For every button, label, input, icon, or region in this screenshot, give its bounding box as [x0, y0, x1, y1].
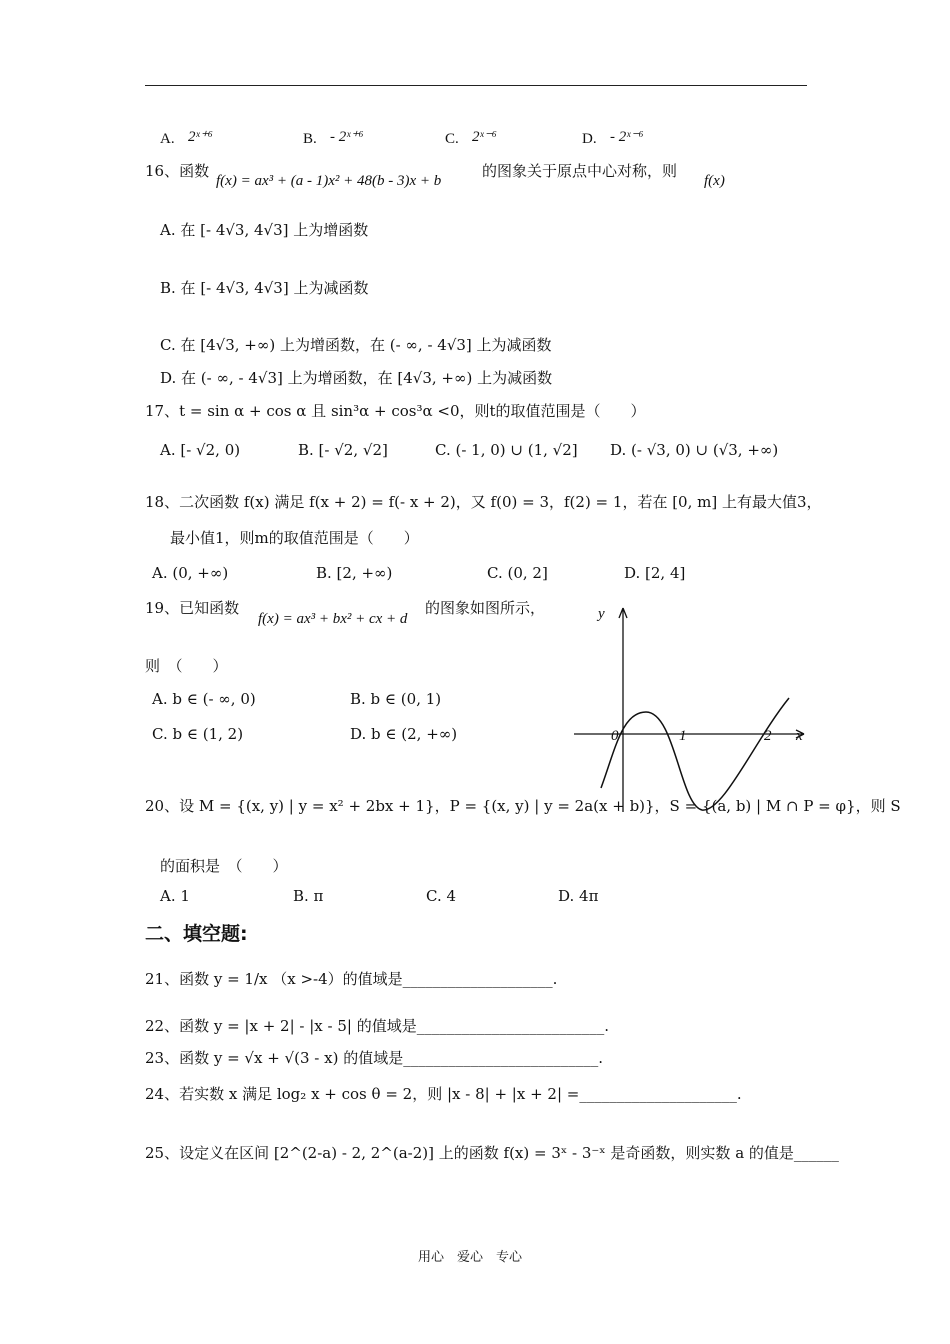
q21: 21、函数 y = 1/x （x >-4）的值域是____________________. [145, 970, 558, 988]
q17-stem: 17、t = sin α + cos α 且 sin³α + cos³α <0，则t的取值范围是（ ） [145, 402, 646, 420]
q22: 22、函数 y = |x + 2| - |x - 5| 的值域是_________________________. [145, 1017, 610, 1035]
q16-tail: 的图象关于原点中心对称，则 [482, 162, 678, 180]
q19-stem: 19、已知函数 [145, 599, 240, 617]
q18-line1: 18、二次函数 f(x) 满足 f(x + 2) = f(- x + 2)，又 f(0) = 3，f(2) = 1，若在 [0, m] 上有最大值3， [145, 493, 822, 511]
q19-formula: f(x) = ax³ + bx² + cx + d [258, 611, 408, 627]
q15-option-b: - 2ˣ⁺⁶ [330, 129, 364, 145]
q19-function-graph [560, 600, 820, 820]
q18-option-c: C. (0, 2] [487, 564, 548, 582]
q16-option-c: C. 在 [4√3, +∞) 上为增函数，在 (- ∞, - 4√3] 上为减函数 [160, 336, 552, 354]
q15-option-c-label: C. [445, 131, 459, 147]
page-footer: 用心 爱心 专心 [418, 1250, 523, 1265]
q16-option-d: D. 在 (- ∞, - 4√3] 上为增函数，在 [4√3, +∞) 上为减函数 [160, 369, 553, 387]
q20-option-a: A. 1 [160, 887, 190, 905]
q17-option-b: B. [- √2, √2] [298, 441, 388, 459]
q24: 24、若实数 x 满足 log₂ x + cos θ = 2，则 |x - 8| + |x + 2| =_____________________. [145, 1085, 742, 1103]
tick-label-1: 1 [679, 728, 687, 744]
q16-option-b: B. 在 [- 4√3, 4√3] 上为减函数 [160, 279, 369, 297]
tick-label-0: 0 [611, 728, 619, 744]
q19-then: 则 （ ） [145, 657, 228, 675]
q16-option-a: A. 在 [- 4√3, 4√3] 上为增函数 [160, 221, 369, 239]
q25: 25、设定义在区间 [2^(2-a) - 2, 2^(a-2)] 上的函数 f(x) = 3ˣ - 3⁻ˣ 是奇函数，则实数 a 的值是______ [145, 1144, 839, 1162]
q15-option-c: 2ˣ⁻⁶ [472, 129, 497, 145]
q19-option-b: B. b ∈ (0, 1) [350, 690, 442, 708]
q20-option-d: D. 4π [558, 887, 599, 905]
q20-stem: 20、设 M = {(x, y) | y = x² + 2bx + 1}，P = {(x, y) | y = 2a(x + b)}，S = {(a, b) | M ∩ P = φ}，则 S [145, 797, 901, 815]
y-axis-label: y [598, 606, 605, 622]
q19-tail: 的图象如图所示， [425, 599, 546, 617]
q15-option-a-label: A. [160, 131, 175, 147]
q19-option-a: A. b ∈ (- ∞, 0) [152, 690, 256, 708]
tick-label-2: 2 [764, 728, 772, 744]
header-rule [145, 85, 807, 86]
x-axis-label: x [796, 728, 803, 744]
q16-formula: f(x) = ax³ + (a - 1)x² + 48(b - 3)x + b [216, 173, 442, 189]
q18-option-b: B. [2, +∞) [316, 564, 393, 582]
q20-option-c: C. 4 [426, 887, 457, 905]
q18-option-a: A. (0, +∞) [152, 564, 229, 582]
q16-tail-formula: f(x) [704, 173, 725, 189]
q23: 23、函数 y = √x + √(3 - x) 的值域是__________________________. [145, 1049, 603, 1067]
q17-option-c: C. (- 1, 0) ∪ (1, √2] [435, 441, 578, 459]
q15-option-d: - 2ˣ⁻⁶ [610, 129, 644, 145]
q20-option-b: B. π [293, 887, 324, 905]
q17-option-a: A. [- √2, 0) [160, 441, 241, 459]
q17-option-d: D. (- √3, 0) ∪ (√3, +∞) [610, 441, 779, 459]
q15-option-a: 2ˣ⁺⁶ [188, 129, 213, 145]
q15-option-d-label: D. [582, 131, 597, 147]
q15-option-b-label: B. [303, 131, 317, 147]
q18-option-d: D. [2, 4] [624, 564, 686, 582]
cubic-curve [601, 698, 789, 810]
q19-option-d: D. b ∈ (2, +∞) [350, 725, 458, 743]
q18-line2: 最小值1，则m的取值范围是（ ） [170, 529, 419, 547]
q20-line2: 的面积是 （ ） [160, 857, 288, 875]
q16-stem: 16、函数 [145, 162, 210, 180]
q19-option-c: C. b ∈ (1, 2) [152, 725, 244, 743]
section-fill-in-heading: 二、填空题: [145, 923, 248, 945]
